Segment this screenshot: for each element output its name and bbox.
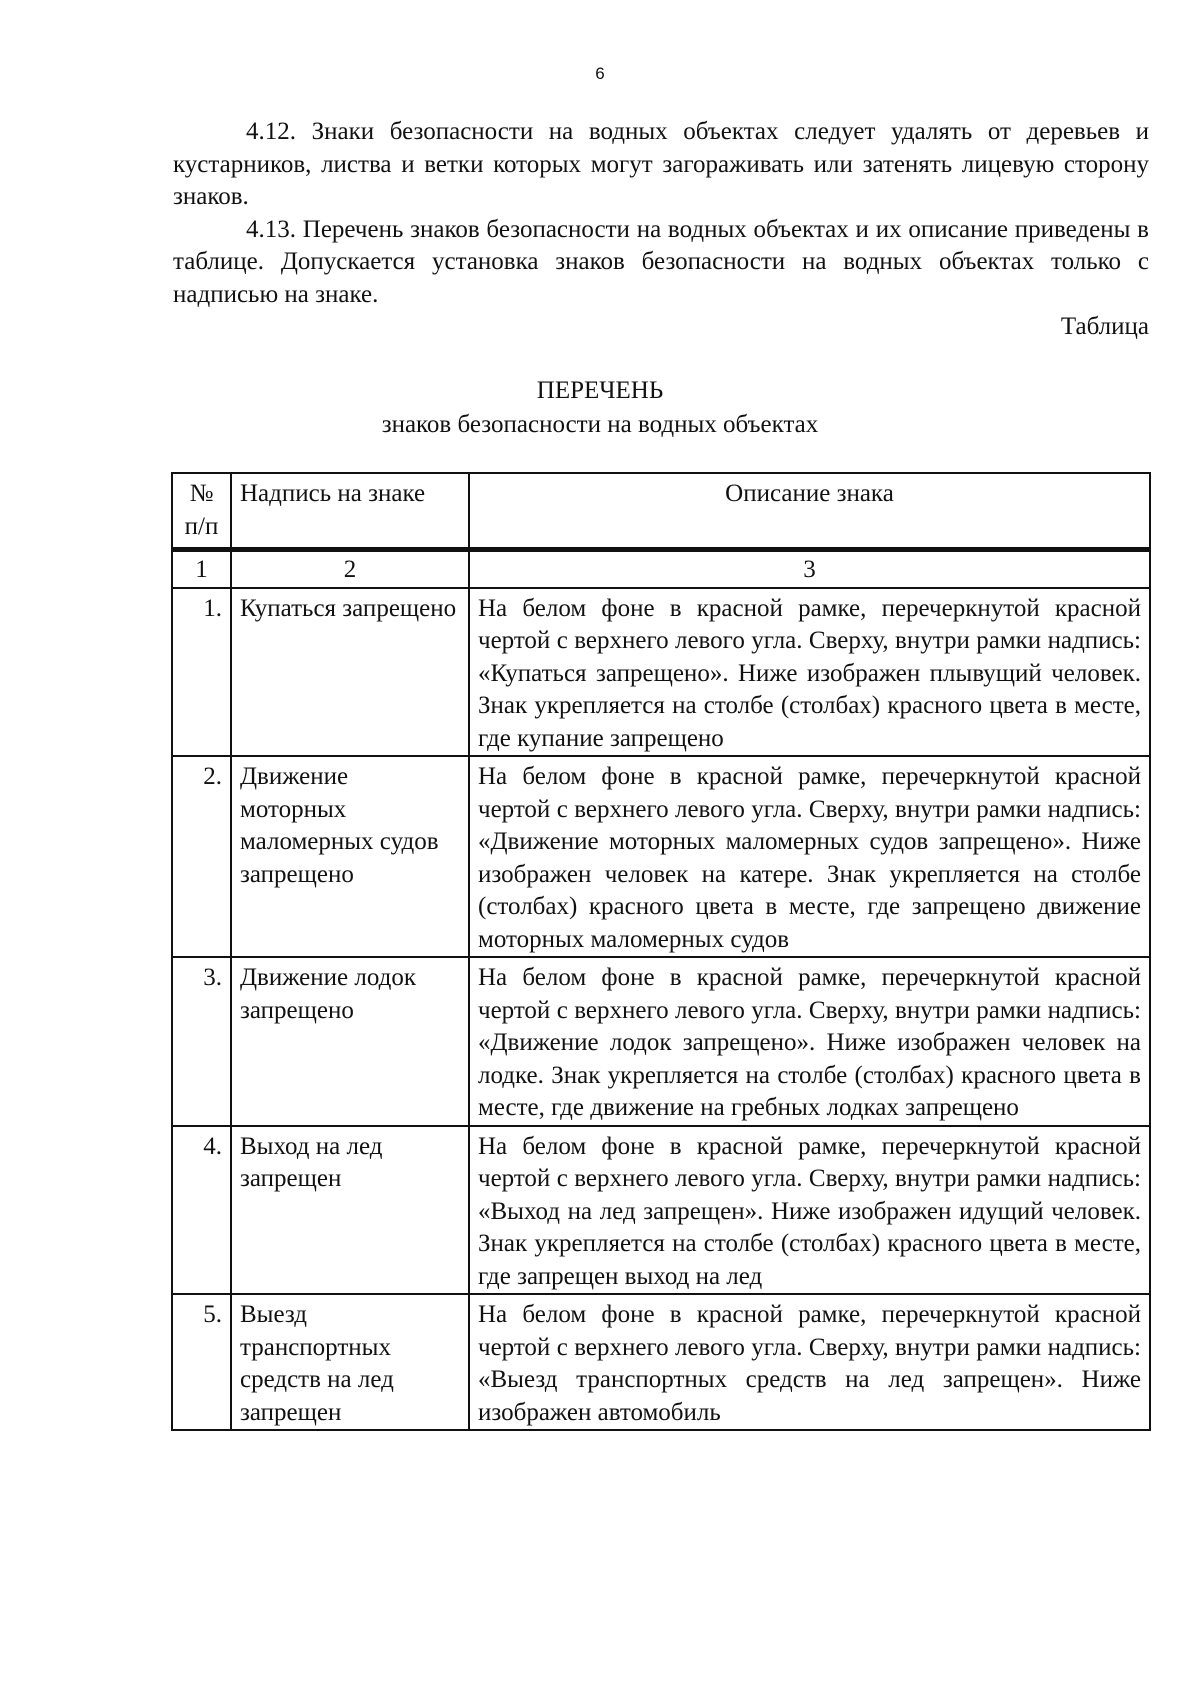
sign-description: На белом фоне в красной рамке, перечеркнутой красной чертой с верхнего левого угла. Сверху, внутри рамки надпись: «Выезд транспортных средств на лед запрещен». Ниже изображен автомобиль — [469, 1294, 1150, 1430]
body-text — [173, 116, 1149, 344]
table-index-row — [172, 550, 1150, 588]
sign-label: Купаться запрещено — [231, 588, 469, 757]
row-number: 3. — [172, 957, 231, 1126]
sign-description: На белом фоне в красной рамке, перечеркнутой красной чертой с верхнего левого угла. Сверху, внутри рамки надпись: «Купаться запрещено». Ниже изображен плывущий человек. Знак укрепляется на столбе (столбах) красного цвета в месте, где купание запрещено — [469, 588, 1150, 757]
sign-description: На белом фоне в красной рамке, перечеркнутой красной чертой с верхнего левого угла. Сверху, внутри рамки надпись: «Движение лодок запрещено». Ниже изображен человек на лодке. Знак укрепляется на столбе (столбах) красного цвета в месте, где движение на гребных лодках запрещено — [469, 957, 1150, 1126]
row-number: 1. — [172, 588, 231, 757]
table-row — [172, 756, 1150, 957]
row-number: 2. — [172, 756, 231, 957]
paragraph-4-12: 4.12. Знаки безопасности на водных объектах следует удалять от деревьев и кустарников, листва и ветки которых могут загораживать или затенять лицевую сторону знаков. — [173, 118, 1149, 210]
table-row — [172, 957, 1150, 1126]
sign-description: На белом фоне в красной рамке, перечеркнутой красной чертой с верхнего левого угла. Сверху, внутри рамки надпись: «Выход на лед запрещен». Ниже изображен идущий человек. Знак укрепляется на столбе (столбах) красного цвета в месте, где запрещен выход на лед — [469, 1126, 1150, 1295]
table-row — [172, 588, 1150, 757]
sign-label: Выход на лед запрещен — [231, 1126, 469, 1295]
sign-label: Выезд транспортных средств на лед запрещен — [231, 1294, 469, 1430]
paragraph-4-13: 4.13. Перечень знаков безопасности на водных объектах и их описание приведены в таблице. Допускается установка знаков безопасности на водных объектах только с надписью на знаке. — [173, 215, 1149, 308]
row-number: 4. — [172, 1126, 231, 1295]
table-heading-title: ПЕРЕЧЕНЬ — [536, 377, 664, 404]
safety-signs-table — [171, 472, 1151, 1431]
index-cell: 2 — [231, 550, 469, 588]
page-number: 6 — [595, 64, 605, 83]
table-row — [172, 1294, 1150, 1430]
table-heading-subtitle: знаков безопасности на водных объектах — [381, 411, 819, 438]
header-description: Описание знака — [469, 473, 1150, 550]
table-header-row — [172, 473, 1150, 550]
sign-description: На белом фоне в красной рамке, перечеркнутой красной чертой с верхнего левого угла. Сверху, внутри рамки надпись: «Движение моторных маломерных судов запрещено». Ниже изображен человек на катере. Знак укрепляется на столбе (столбах) красного цвета в месте, где запрещено движение моторных маломерных судов — [469, 756, 1150, 957]
header-num: № п/п — [172, 473, 231, 550]
sign-label: Движение моторных маломерных судов запрещено — [231, 756, 469, 957]
table-row — [172, 1126, 1150, 1295]
header-label: Надпись на знаке — [231, 473, 469, 550]
row-number: 5. — [172, 1294, 231, 1430]
index-cell: 1 — [172, 550, 231, 588]
sign-label: Движение лодок запрещено — [231, 957, 469, 1126]
index-cell: 3 — [469, 550, 1150, 588]
table-caption: Таблица — [1060, 313, 1149, 340]
